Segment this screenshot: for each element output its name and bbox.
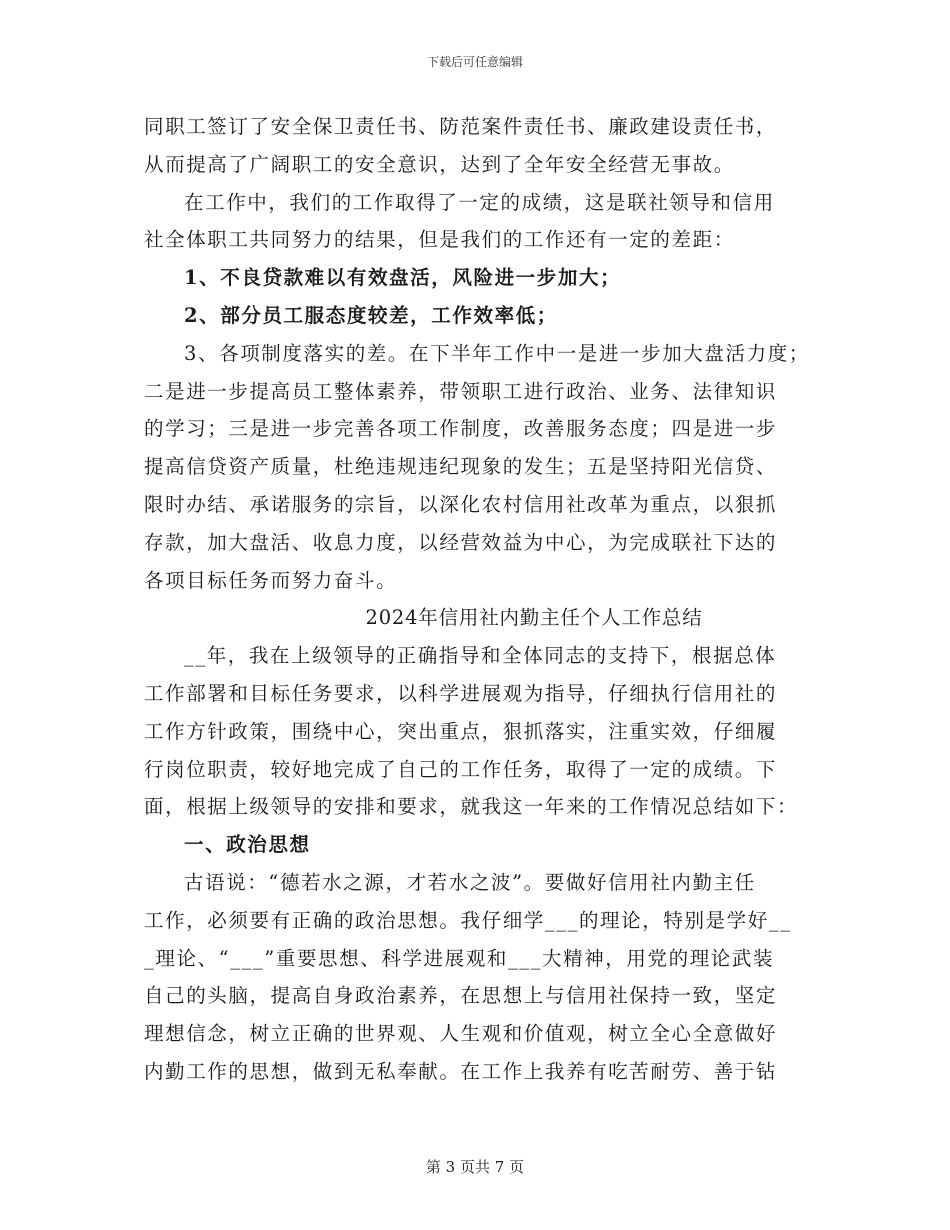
section-title: 2024年信用社内勤主任个人工作总结	[365, 606, 703, 630]
paragraph-line: 二是进一步提高员工整体素养，带领职工进行政治、业务、法律知识	[144, 379, 778, 403]
paragraph-line: 3、各项制度落实的差。在下半年工作中一是进一步加大盘活力度；	[184, 341, 810, 365]
paragraph-line: 存款，加大盘活、收息力度，以经营效益为中心，为完成联社下达的	[144, 530, 778, 554]
paragraph-line: 内勤工作的思想，做到无私奉献。在工作上我养有吃苦耐劳、善于钻	[144, 1059, 778, 1083]
paragraph-line: 同职工签订了安全保卫责任书、防范案件责任书、廉政建设责任书，	[144, 115, 778, 138]
paragraph-line: 在工作中，我们的工作取得了一定的成绩，这是联社领导和信用	[184, 190, 775, 214]
paragraph-line: _理论、“___”重要思想、科学进展观和___大精神，用党的理论武装	[144, 946, 775, 970]
paragraph-line: 自己的头脑，提高自身政治素养，在思想上与信用社保持一致，坚定	[144, 984, 778, 1008]
paragraph-line: 各项目标任务而努力奋斗。	[144, 568, 398, 592]
paragraph-line: 理想信念，树立正确的世界观、人生观和价值观，树立全心全意做好	[144, 1022, 778, 1046]
paragraph-line: 工作部署和目标任务要求，以科学进展观为指导，仔细执行信用社的	[144, 681, 778, 705]
paragraph-line: 限时办结、承诺服务的宗旨，以深化农村信用社改革为重点，以狠抓	[144, 492, 778, 516]
paragraph-line: 工作方针政策，围绕中心，突出重点，狠抓落实，注重实效，仔细履	[144, 719, 778, 743]
paragraph-line: 工作，必须要有正确的政治思想。我仔细学___的理论，特别是学好__	[144, 908, 792, 932]
list-item-bold: 2、部分员工服态度较差，工作效率低；	[184, 303, 558, 327]
paragraph-line: 面，根据上级领导的安排和要求，就我这一年来的工作情况总结如下：	[144, 795, 799, 819]
paragraph-line: 从而提高了广阔职工的安全意识，达到了全年安全经营无事故。	[144, 152, 735, 176]
paragraph-line: 社全体职工共同努力的结果，但是我们的工作还有一定的差距：	[144, 228, 735, 252]
section-heading: 一、政治思想	[184, 833, 311, 857]
page-number: 第 3 页共 7 页	[425, 1158, 525, 1176]
paragraph-line: 提高信贷资产质量，杜绝违规违纪现象的发生；五是坚持阳光信贷、	[144, 455, 778, 479]
paragraph-line: __年，我在上级领导的正确指导和全体同志的支持下，根据总体	[184, 644, 777, 668]
paragraph-line: 古语说：“德若水之源，才若水之波”。要做好信用社内勤主任	[184, 870, 756, 894]
header-note: 下载后可任意编辑	[426, 55, 523, 69]
list-item-bold: 1、不良贷款难以有效盘活，风险进一步加大；	[184, 266, 622, 290]
document-body	[144, 108, 810, 1091]
paragraph-line: 行岗位职责，较好地完成了自己的工作任务，取得了一定的成绩。下	[144, 757, 778, 781]
paragraph-line: 的学习；三是进一步完善各项工作制度，改善服务态度；四是进一步	[144, 417, 778, 441]
